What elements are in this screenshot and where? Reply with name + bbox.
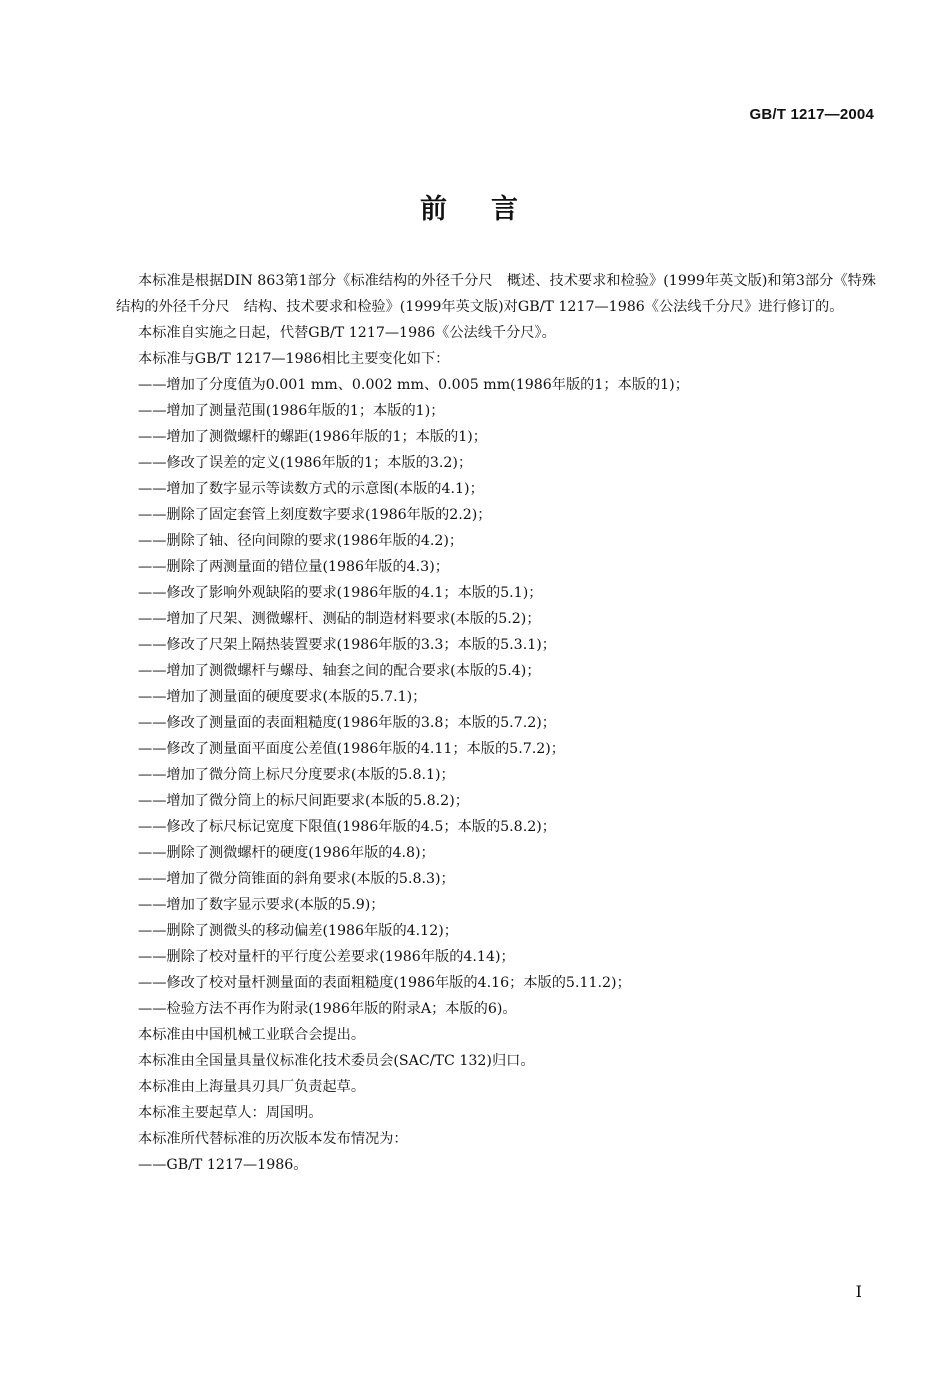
intro-paragraph: 本标准与GB/T 1217—1986相比主要变化如下： — [138, 351, 450, 367]
change-item: ——修改了校对量杆测量面的表面粗糙度(1986年版的4.16；本版的5.11.2)； — [138, 975, 631, 991]
change-item: ——修改了测量面的表面粗糙度(1986年版的3.8；本版的5.7.2)； — [138, 715, 556, 731]
page-title: 前言 — [420, 194, 562, 225]
change-item: ——增加了数字显示要求(本版的5.9)； — [138, 897, 385, 913]
history-item: ——GB/T 1217—1986。 — [138, 1157, 308, 1173]
closing-paragraph: 本标准所代替标准的历次版本发布情况为： — [138, 1131, 408, 1147]
change-item: ——增加了测量面的硬度要求(本版的5.7.1)； — [138, 689, 427, 705]
change-item: ——修改了标尺标记宽度下限值(1986年版的4.5；本版的5.8.2)； — [138, 819, 556, 835]
change-item: ——增加了微分筒上标尺分度要求(本版的5.8.1)； — [138, 767, 455, 783]
intro-paragraph: 本标准自实施之日起，代替GB/T 1217—1986《公法线千分尺》。 — [138, 325, 556, 341]
closing-paragraph: 本标准由上海量具刃具厂负责起草。 — [138, 1079, 366, 1095]
change-item: ——增加了微分筒锥面的斜角要求(本版的5.8.3)； — [138, 871, 455, 887]
change-item: ——增加了测微螺杆与螺母、轴套之间的配合要求(本版的5.4)； — [138, 663, 541, 679]
change-item: ——删除了校对量杆的平行度公差要求(1986年版的4.14)； — [138, 949, 515, 965]
foreword-body — [116, 268, 876, 1178]
changes-list — [116, 372, 876, 1022]
change-item: ——检验方法不再作为附录(1986年版的附录A；本版的6)。 — [138, 1001, 517, 1017]
change-item: ——增加了尺架、测微螺杆、测砧的制造材料要求(本版的5.2)； — [138, 611, 541, 627]
change-item: ——修改了影响外观缺陷的要求(1986年版的4.1；本版的5.1)； — [138, 585, 543, 601]
change-item: ——增加了测量范围(1986年版的1；本版的1)； — [138, 403, 445, 419]
change-item: ——删除了测微螺杆的硬度(1986年版的4.8)； — [138, 845, 435, 861]
change-item: ——删除了固定套管上刻度数字要求(1986年版的2.2)； — [138, 507, 492, 523]
change-item: ——增加了微分筒上的标尺间距要求(本版的5.8.2)； — [138, 793, 469, 809]
change-item: ——修改了误差的定义(1986年版的1；本版的3.2)； — [138, 455, 473, 471]
closing-paragraph: 本标准由全国量具量仪标准化技术委员会(SAC/TC 132)归口。 — [138, 1053, 535, 1069]
change-item: ——修改了测量面平面度公差值(1986年版的4.11；本版的5.7.2)； — [138, 741, 565, 757]
change-item: ——修改了尺架上隔热装置要求(1986年版的3.3；本版的5.3.1)； — [138, 637, 556, 653]
closing-paragraph: 本标准由中国机械工业联合会提出。 — [138, 1027, 366, 1043]
change-item: ——删除了两测量面的错位量(1986年版的4.3)； — [138, 559, 449, 575]
change-item: ——增加了数字显示等读数方式的示意图(本版的4.1)； — [138, 481, 484, 497]
change-item: ——增加了分度值为0.001 mm、0.002 mm、0.005 mm(1986年版的1；本版的1)； — [138, 377, 689, 393]
change-item: ——增加了测微螺杆的螺距(1986年版的1；本版的1)； — [138, 429, 487, 445]
standard-code: GB/T 1217—2004 — [749, 106, 874, 123]
page-number: I — [855, 1282, 862, 1301]
change-item: ——删除了测微头的移动偏差(1986年版的4.12)； — [138, 923, 458, 939]
closing-paragraph: 本标准主要起草人：周国明。 — [138, 1105, 323, 1121]
intro-paragraph: 本标准是根据DIN 863第1部分《标准结构的外径千分尺 概述、技术要求和检验》(1999年英文版)和第3部分《特殊结构的外径千分尺 结构、技术要求和检验》(1999年英文版)对GB/T 1217—1986《公法线千分尺》进行修订的。 — [116, 273, 876, 315]
change-item: ——删除了轴、径向间隙的要求(1986年版的4.2)； — [138, 533, 464, 549]
